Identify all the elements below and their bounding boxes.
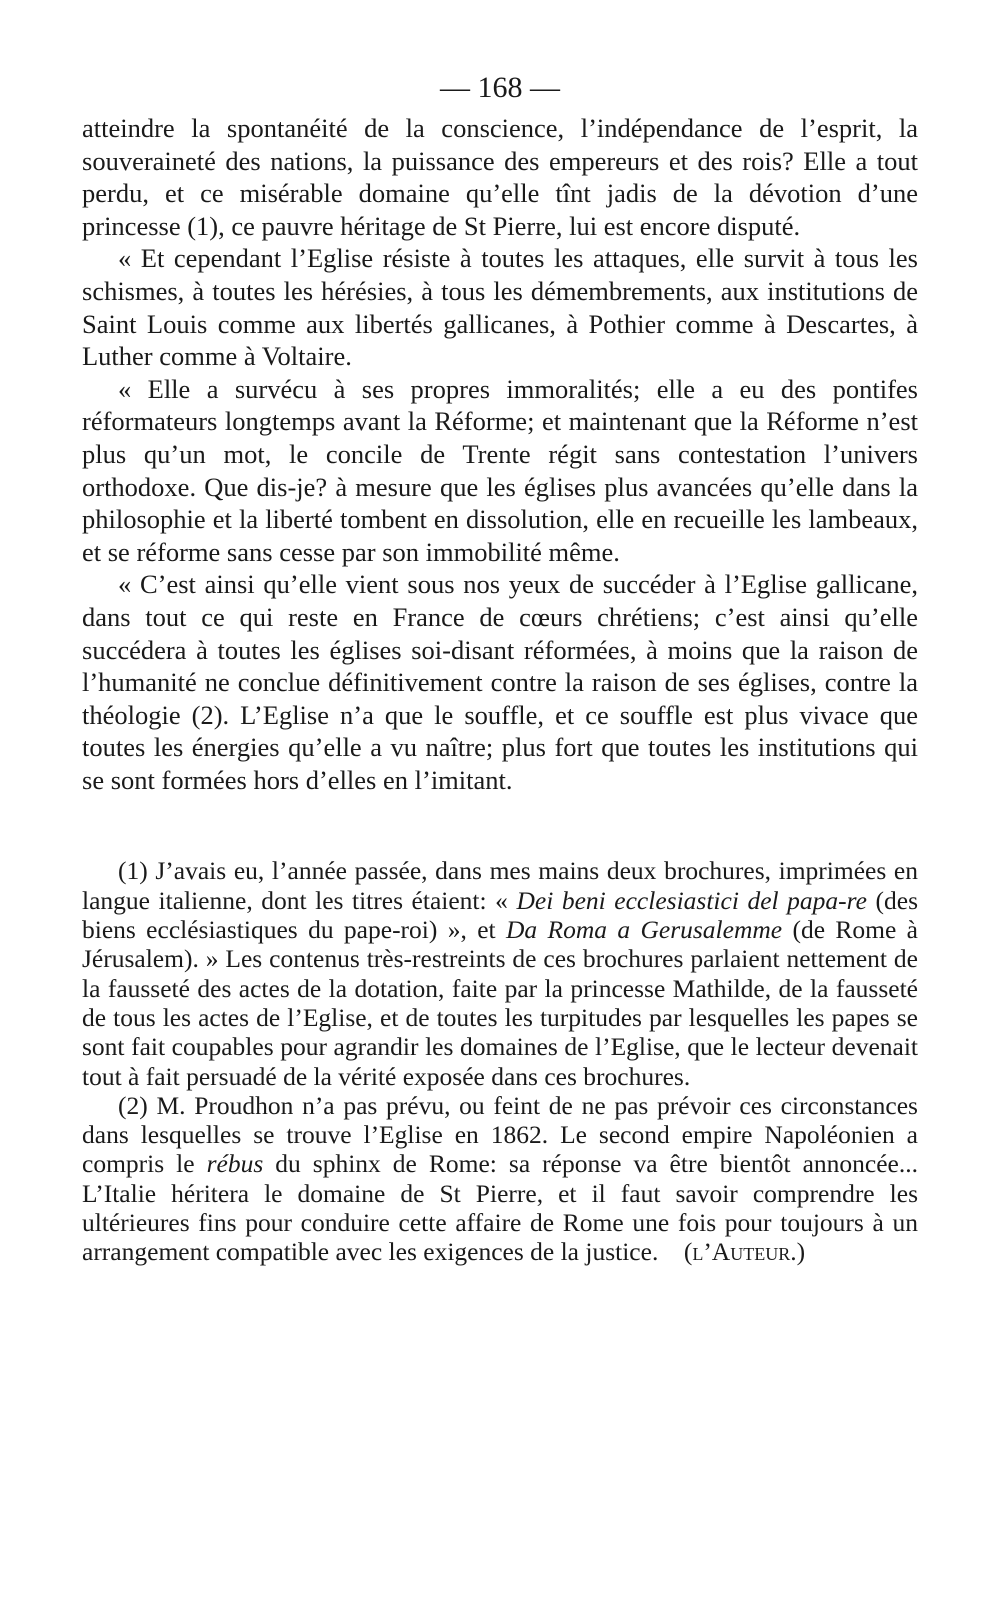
footnote-1-text-c: (de Rome à Jérusalem). » Les contenus très-restreints de ces brochures parlaient nettement de la fausseté des actes de la dotation, faite par la princesse Mathilde, de la fausseté de tous les actes de l’Eglise, et de toutes les turpitudes par lesquelles les papes se sont fait coupables pour agrandir les domaines de l’Eglise, que le lecteur devenait tout à fait persuadé de la vérité exposée dans ces brochures. [82,915,918,1091]
document-page [82,70,918,1267]
footnote-1-title-1: Dei beni ecclesiastici del papa-re [516,885,867,915]
footnote-1 [82,856,918,1090]
footnote-2-text-b: du sphinx de Rome: sa réponse va être bientôt annoncée... L’Italie héritera le domaine de St Pierre, et il faut savoir comprendre les ultérieures fins pour conduire cette affaire de Rome une fois pour toujours à un arrangement compatible avec les exigences de la justice. [82,1149,918,1267]
footnote-1-marker: (1) [118,856,148,886]
footnote-2 [82,1091,918,1267]
paragraph-2: « Et cependant l’Eglise résiste à toutes les attaques, elle survit à tous les schismes, à toutes les hérésies, à tous les démembrements, aux institutions de Saint Louis comme aux libertés gallicanes, à Pothier comme à Descartes, à Luther comme à Voltaire. [82,243,918,372]
footnote-2-italic-word: rébus [206,1149,264,1179]
footnote-1-text-a: J’avais eu, l’année passée, dans mes mains deux brochures, imprimées en langue italienne, dont les titres étaient: « [82,856,918,915]
page-number: — 168 — [440,71,560,104]
author-signature: (l’Auteur.) [683,1237,806,1267]
main-text [82,112,918,796]
footnote-separator [82,796,918,856]
footnote-1-title-2: Da Roma a Gerusalemme [505,915,783,945]
paragraph-3: « Elle a survécu à ses propres immoralités; elle a eu des pontifes réformateurs longtemps avant la Réforme; et maintenant que la Réforme n’est plus qu’un mot, le concile de Trente régit sans contestation l’univers orthodoxe. Que dis-je? à mesure que les églises plus avancées qu’elle dans la philosophie et la liberté tombent en dissolution, elle en recueille les lambeaux, et se réforme sans cesse par son immobilité même. [82,373,918,567]
footnotes [82,856,918,1266]
footnote-2-text-a: M. Proudhon n’a pas prévu, ou feint de ne pas prévoir ces circonstances dans lesquelles se trouve l’Eglise en 1862. Le second empire Napoléonien a compris le [82,1090,918,1179]
footnote-1-text-b: (des biens ecclésiastiques du pape-roi) », et [82,885,919,945]
paragraph-4: « C’est ainsi qu’elle vient sous nos yeux de succéder à l’Eglise gallicane, dans tout ce qui reste en France de cœurs chrétiens; c’est ainsi qu’elle succédera à toutes les églises soi-disant réformées, à moins que la raison de l’humanité ne conclue définitivement contre la raison de ses églises, contre la théologie (2). L’Eglise n’a que le souffle, et ce souffle est plus vivace que toutes les énergies qu’elle a vu naître; plus fort que toutes les institutions qui se sont formées hors d’elles en l’imitant. [82,569,918,795]
footnote-2-marker: (2) [118,1090,148,1120]
paragraph-1: atteindre la spontanéité de la conscience, l’indépendance de l’esprit, la souveraineté des nations, la puissance des empereurs et des rois? Elle a tout perdu, et ce misérable domaine qu’elle tînt jadis de la dévotion d’une princesse (1), ce pauvre héritage de St Pierre, lui est encore disputé. [82,113,918,241]
